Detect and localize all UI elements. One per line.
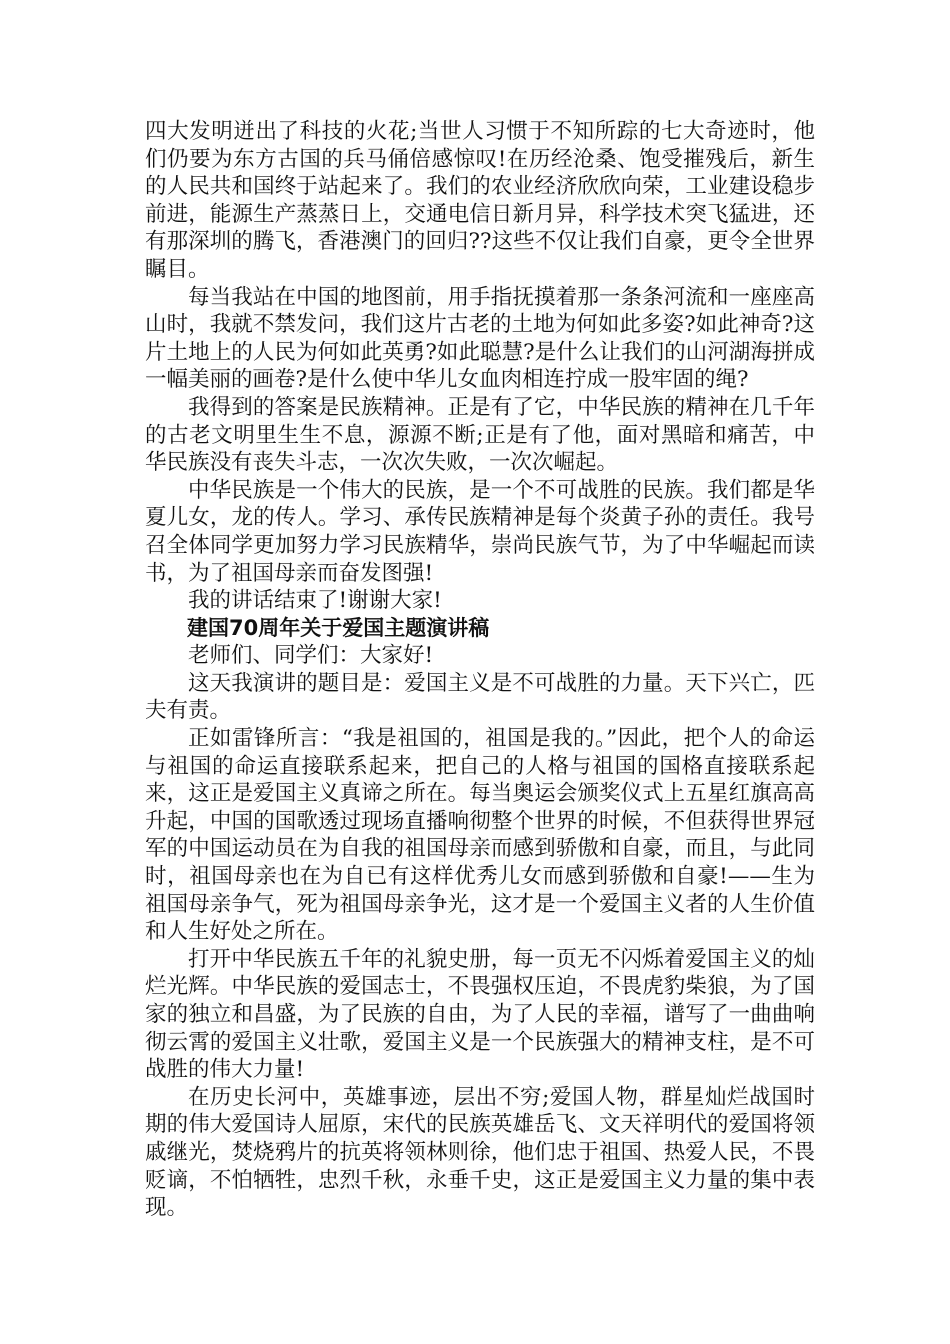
paragraph: 中华民族是一个伟大的民族，是一个不可战胜的民族。我们都是华夏儿女，龙的传人。学习、承传民族精神是每个炎黄子孙的责任。我号召全体同学更加努力学习民族精华，崇尚民族气节，为了中华崛起而读书，为了祖国母亲而奋发图强!: [145, 477, 815, 586]
paragraph: 打开中华民族五千年的礼貌史册，每一页无不闪烁着爱国主义的灿烂光辉。中华民族的爱国志士，不畏强权压迫，不畏虎豹柴狼，为了国家的独立和昌盛，为了民族的自由，为了人民的幸福，谱写了一曲曲响彻云霄的爱国主义壮歌，爱国主义是一个民族强大的精神支柱，是不可战胜的伟大力量!: [145, 946, 815, 1083]
document-page: [145, 118, 815, 1222]
paragraph: 老师们、同学们：大家好!: [188, 643, 434, 669]
paragraph: 我的讲话结束了!谢谢大家!: [188, 588, 442, 614]
paragraph: 四大发明迸出了科技的火花;当世人习惯于不知所踪的七大奇迹时，他们仍要为东方古国的兵马俑倍感惊叹!在历经沧桑、饱受摧残后，新生的人民共和国终于站起来了。我们的农业经济欣欣向荣，工业建设稳步前进，能源生产蒸蒸日上，交通电信日新月异，科学技术突飞猛进，还有那深圳的腾飞，香港澳门的回归??这些不仅让我们自豪，更令全世界瞩目。: [145, 119, 815, 282]
paragraph: 正如雷锋所言：“我是祖国的，祖国是我的。”因此，把个人的命运与祖国的命运直接联系起来，把自己的人格与祖国的国格直接联系起来，这正是爱国主义真谛之所在。每当奥运会颁奖仪式上五星红旗高高升起，中国的国歌透过现场直播响彻整个世界的时候，不但获得世界冠军的中国运动员在为自我的祖国母亲而感到骄傲和自豪，而且，与此同时，祖国母亲也在为自已有这样优秀儿女而感到骄傲和自豪!——生为祖国母亲争气，死为祖国母亲争光，这才是一个爱国主义者的人生价值和人生好处之所在。: [145, 726, 815, 945]
paragraph: 这天我演讲的题目是：爱国主义是不可战胜的力量。天下兴亡，匹夫有责。: [145, 670, 815, 724]
paragraph: 我得到的答案是民族精神。正是有了它，中华民族的精神在几千年的古老文明里生生不息，源源不断;正是有了他，面对黑暗和痛苦，中华民族没有丧失斗志，一次次失败，一次次崛起。: [145, 394, 815, 476]
paragraph: 每当我站在中国的地图前，用手指抚摸着那一条条河流和一座座高山时，我就不禁发问，我们这片古老的土地为何如此多姿?如此神奇?这片土地上的人民为何如此英勇?如此聪慧?是什么让我们的山河湖海拼成一幅美丽的画卷?是什么使中华儿女血肉相连拧成一股牢固的绳?: [145, 284, 815, 393]
paragraph: 在历史长河中，英雄事迹，层出不穷;爱国人物，群星灿烂战国时期的伟大爱国诗人屈原，宋代的民族英雄岳飞、文天祥明代的爱国将领戚继光，焚烧鸦片的抗英将领林则徐，他们忠于祖国、热爱人民，不畏贬谪，不怕牺牲，忠烈千秋，永垂千史，这正是爱国主义力量的集中表现。: [145, 1084, 815, 1221]
section-heading: 建国70周年关于爱国主题演讲稿: [187, 615, 490, 640]
